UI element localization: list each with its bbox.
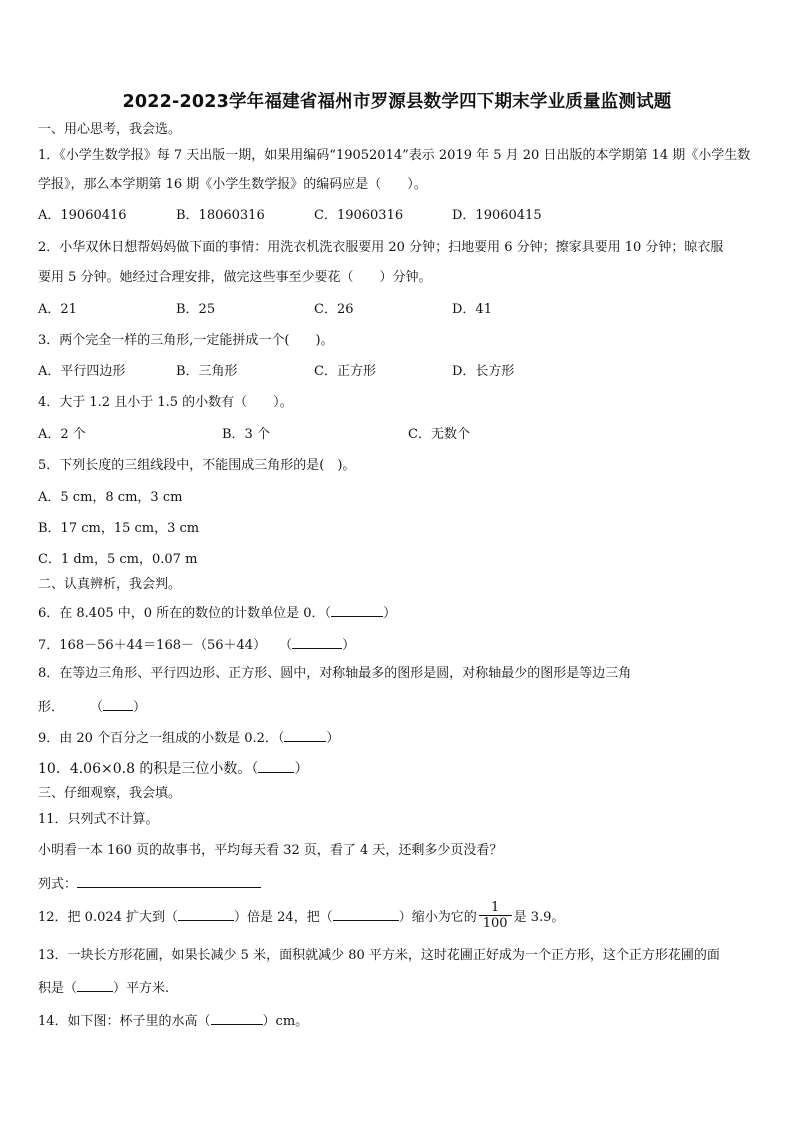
question-1-option-c[interactable]: C．19060316 — [314, 208, 404, 223]
question-12-answer-blank-1[interactable] — [178, 907, 234, 921]
question-14-answer-blank[interactable] — [211, 1011, 263, 1025]
section-heading-1: 一、用心思考，我会选。 — [38, 122, 182, 137]
question-2-option-c[interactable]: C．26 — [314, 302, 354, 317]
question-7-close: ） — [342, 638, 356, 653]
fraction-denominator: 100 — [479, 915, 512, 931]
question-4-option-c[interactable]: C．无数个 — [408, 427, 470, 442]
question-14-part-2: ）cm。 — [262, 1014, 309, 1029]
question-9-close: ） — [326, 731, 340, 746]
question-14 — [38, 1011, 308, 1030]
section-heading-2: 二、认真辨析，我会判。 — [38, 577, 182, 592]
question-11-line-1: 11．只列式不计算。 — [38, 812, 159, 827]
question-13-text-b: ）平方米. — [113, 981, 170, 996]
question-5-line-1: 5．下列长度的三组线段中，不能围成三角形的是( )。 — [38, 458, 356, 473]
question-1-line-1: 1．《小学生数学报》每 7 天出版一期，如果用编码“19052014”表示 2019 年 5 月 20 日出版的本学期第 14 期《小学生数 — [38, 148, 751, 163]
question-4-option-a[interactable]: A．2 个 — [38, 427, 86, 442]
question-2-line-2: 要用 5 分钟。她经过合理安排，做完这些事至少要花（ ）分钟。 — [38, 270, 432, 285]
question-11-line-2: 小明看一本 160 页的故事书，平均每天看 32 页，看了 4 天，还剩多少页没看？ — [38, 843, 503, 858]
question-6 — [38, 603, 396, 622]
question-12-answer-blank-2[interactable] — [333, 907, 399, 921]
question-7-answer-blank[interactable] — [292, 635, 342, 649]
question-5-option-c[interactable]: C．1 dm，5 cm，0.07 m — [38, 552, 198, 567]
question-13-line-1: 13．一块长方形花圃，如果长减少 5 米，面积就减少 80 平方米，这时花圃正好成为一个正方形，这个正方形花圃的面 — [38, 948, 720, 963]
question-9-answer-blank[interactable] — [284, 728, 326, 742]
question-3-option-b[interactable]: B．三角形 — [176, 364, 238, 379]
question-1-option-b[interactable]: B．18060316 — [176, 208, 265, 223]
question-13-line-2 — [38, 978, 169, 997]
question-8-text: 形． （ — [38, 700, 104, 715]
question-9 — [38, 728, 339, 747]
question-10-answer-blank[interactable] — [258, 759, 294, 773]
question-12-part-1: 12．把 0.024 扩大到（ — [38, 910, 179, 925]
question-12-part-2: ）倍是 24，把（ — [234, 910, 333, 925]
question-10 — [38, 759, 308, 777]
question-5-option-a[interactable]: A．5 cm，8 cm，3 cm — [38, 490, 183, 505]
question-12-part-3: ）缩小为它的 — [398, 910, 477, 925]
question-2-option-a[interactable]: A．21 — [38, 302, 77, 317]
question-1-option-a[interactable]: A．19060416 — [38, 208, 127, 223]
section-heading-3: 三、仔细观察，我会填。 — [38, 786, 182, 801]
question-9-text: 9．由 20 个百分之一组成的小数是 0.2．（ — [38, 731, 285, 746]
question-13-answer-blank[interactable] — [77, 978, 113, 992]
question-2-option-d[interactable]: D．41 — [452, 302, 492, 317]
question-3-option-a[interactable]: A．平行四边形 — [38, 364, 126, 379]
question-2-line-1: 2．小华双休日想帮妈妈做下面的事情：用洗衣机洗衣服要用 20 分钟；扫地要用 6 分钟；擦家具要用 10 分钟；晾衣服 — [38, 240, 724, 255]
question-12 — [38, 902, 564, 934]
question-4-option-b[interactable]: B．3 个 — [222, 427, 270, 442]
question-10-close: ） — [294, 761, 309, 777]
question-2-option-b[interactable]: B．25 — [176, 302, 216, 317]
question-10-text: 10．4.06×0.8 的积是三位小数。（ — [38, 761, 259, 777]
question-7 — [38, 635, 355, 654]
question-6-close: ） — [383, 606, 397, 621]
question-8-answer-blank[interactable] — [103, 697, 133, 711]
question-13-text-a: 积是（ — [38, 981, 78, 996]
fraction — [479, 900, 512, 931]
question-11-line-3 — [38, 874, 261, 893]
question-12-part-4: 是 3.9。 — [513, 910, 565, 925]
question-3-line-1: 3．两个完全一样的三角形,一定能拼成一个( )。 — [38, 333, 334, 348]
question-5-option-b[interactable]: B．17 cm，15 cm，3 cm — [38, 521, 200, 536]
question-11-label: 列式： — [38, 877, 78, 892]
question-11-answer-blank[interactable] — [77, 874, 261, 888]
question-8-line-1: 8．在等边三角形、平行四边形、正方形、圆中，对称轴最多的图形是圆，对称轴最少的图形是等边三角 — [38, 666, 632, 681]
question-6-answer-blank[interactable] — [331, 603, 383, 617]
question-6-text: 6．在 8.405 中，0 所在的数位的计数单位是 0．（ — [38, 606, 332, 621]
question-4-line-1: 4．大于 1.2 且小于 1.5 的小数有（ ）。 — [38, 395, 293, 410]
page-title: 2022-2023学年福建省福州市罗源县数学四下期末学业质量监测试题 — [122, 92, 672, 112]
question-1-line-2: 学报》，那么本学期第 16 期《小学生数学报》的编码应是（ ）。 — [38, 177, 427, 192]
question-14-part-1: 14．如下图：杯子里的水高（ — [38, 1014, 211, 1029]
question-8-close: ） — [133, 700, 147, 715]
question-3-option-d[interactable]: D．长方形 — [452, 364, 515, 379]
fraction-numerator: 1 — [491, 900, 500, 915]
question-1-option-d[interactable]: D．19060415 — [452, 208, 542, 223]
question-7-text: 7．168－56＋44＝168－（56＋44） （ — [38, 638, 293, 653]
question-8-line-2 — [38, 697, 146, 716]
question-3-option-c[interactable]: C．正方形 — [314, 364, 376, 379]
